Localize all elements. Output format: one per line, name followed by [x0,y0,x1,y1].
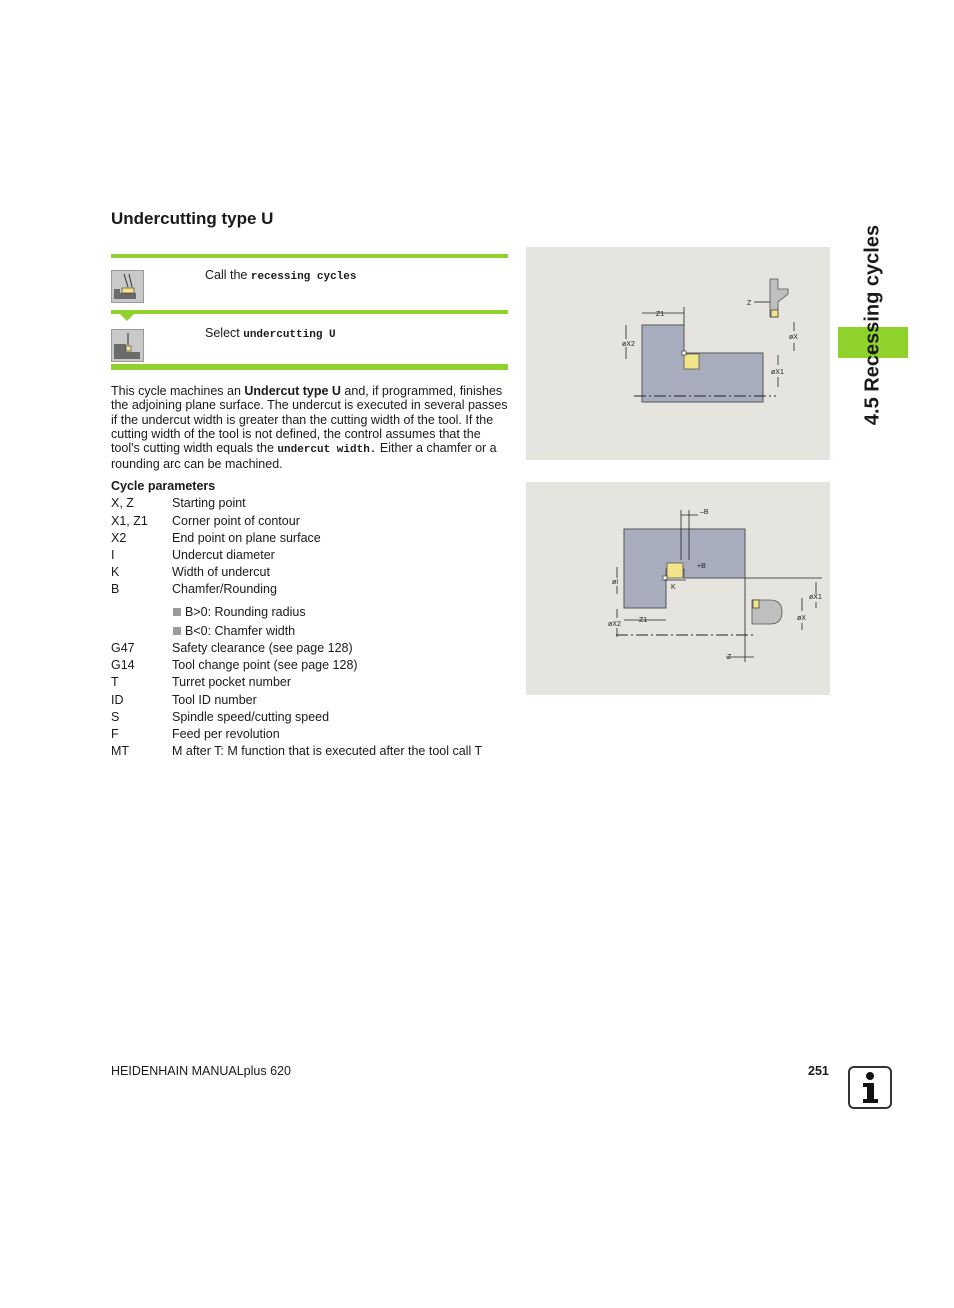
params-heading: Cycle parameters [111,479,216,493]
side-tab-title: 4.5 Recessing cycles [861,224,884,426]
figure2-label-i: øI [612,579,619,586]
figure-undercut-parameters [526,482,830,695]
param-desc: M after T: M function that is executed after the tool call T [172,744,483,758]
param-desc: Tool ID number [172,693,257,707]
param-code: MT [111,744,130,758]
figure2-label-x: øX [797,615,806,622]
figure1-label-z: Z [747,300,752,307]
figure2-label-x1: øX1 [809,594,822,601]
step-code: recessing cycles [250,271,357,283]
intro-text: and, if programmed, finishes the adjoining plane surface. The undercut is executed in several passes if the undercut width is greater than the cutting width of the tool. If the cutting width of the tool is not defined, the control assumes that the tool's cutting width equals the [111,384,508,456]
intro-text: Either a chamfer or a rounding arc can be machined. [111,441,497,472]
param-code: ID [111,693,124,707]
param-desc: Tool change point (see page 128) [172,658,358,672]
figure2-label-z1: Z1 [639,617,648,624]
bullet-text: B<0: Chamfer width [185,624,296,638]
param-code: X1, Z1 [111,514,148,528]
figure2-label-b-minus: –B [700,509,709,516]
step-divider [111,254,508,258]
figure2-label-x2: øX2 [608,621,621,628]
param-desc: Turret pocket number [172,675,292,689]
param-code: T [111,675,119,689]
param-desc: Undercut diameter [172,548,275,562]
param-code: G14 [111,658,135,672]
param-desc: Starting point [172,496,246,510]
figure1-label-z1: Z1 [656,311,665,318]
bullet-item [173,624,295,638]
footer-manual-name: HEIDENHAIN MANUALplus 620 [111,1064,291,1078]
intro-code: undercut width. [277,444,377,457]
bullet-square-icon [173,627,181,635]
figure2-label-k: K [671,584,676,591]
param-desc: Safety clearance (see page 128) [172,641,353,655]
step-divider [111,364,508,370]
bullet-square-icon [173,608,181,616]
param-code: X, Z [111,496,134,510]
param-code: B [111,582,120,596]
param-code: F [111,727,119,741]
page-number: 251 [808,1064,829,1078]
step-select-undercut [205,326,336,341]
param-code: S [111,710,120,724]
step-call-recessing [205,268,356,283]
intro-paragraph [111,384,509,472]
param-code: X2 [111,531,127,545]
intro-text: This cycle machines an [111,384,245,398]
info-icon [848,1066,892,1109]
param-desc: Spindle speed/cutting speed [172,710,330,724]
param-code: K [111,565,120,579]
figure2-label-z: Z [727,654,732,661]
bullet-text: B>0: Rounding radius [185,605,306,619]
figure-undercut-overview [526,247,830,460]
figure1-label-x1: øX1 [771,369,784,376]
recessing-softkey-icon[interactable] [111,270,144,303]
section-title: Undercutting type U [111,209,274,228]
step-divider [111,310,508,314]
param-desc: Width of undercut [172,565,270,579]
param-desc: Feed per revolution [172,727,280,741]
bullet-item [173,605,306,619]
param-desc: Corner point of contour [172,514,300,528]
figure1-label-x: øX [789,334,798,341]
param-desc: End point on plane surface [172,531,321,545]
step-prefix: Select [205,326,244,340]
step-prefix: Call the [205,268,251,282]
intro-bold: Undercut type U [244,384,341,398]
param-desc: Chamfer/Rounding [172,582,277,596]
param-code: I [111,548,115,562]
param-code: G47 [111,641,135,655]
step-arrow-icon [119,313,135,321]
step-code: undercutting U [243,329,336,341]
undercut-u-softkey-icon[interactable] [111,329,144,362]
figure2-label-b-plus: +B [697,563,706,570]
figure1-label-x2: øX2 [622,341,635,348]
